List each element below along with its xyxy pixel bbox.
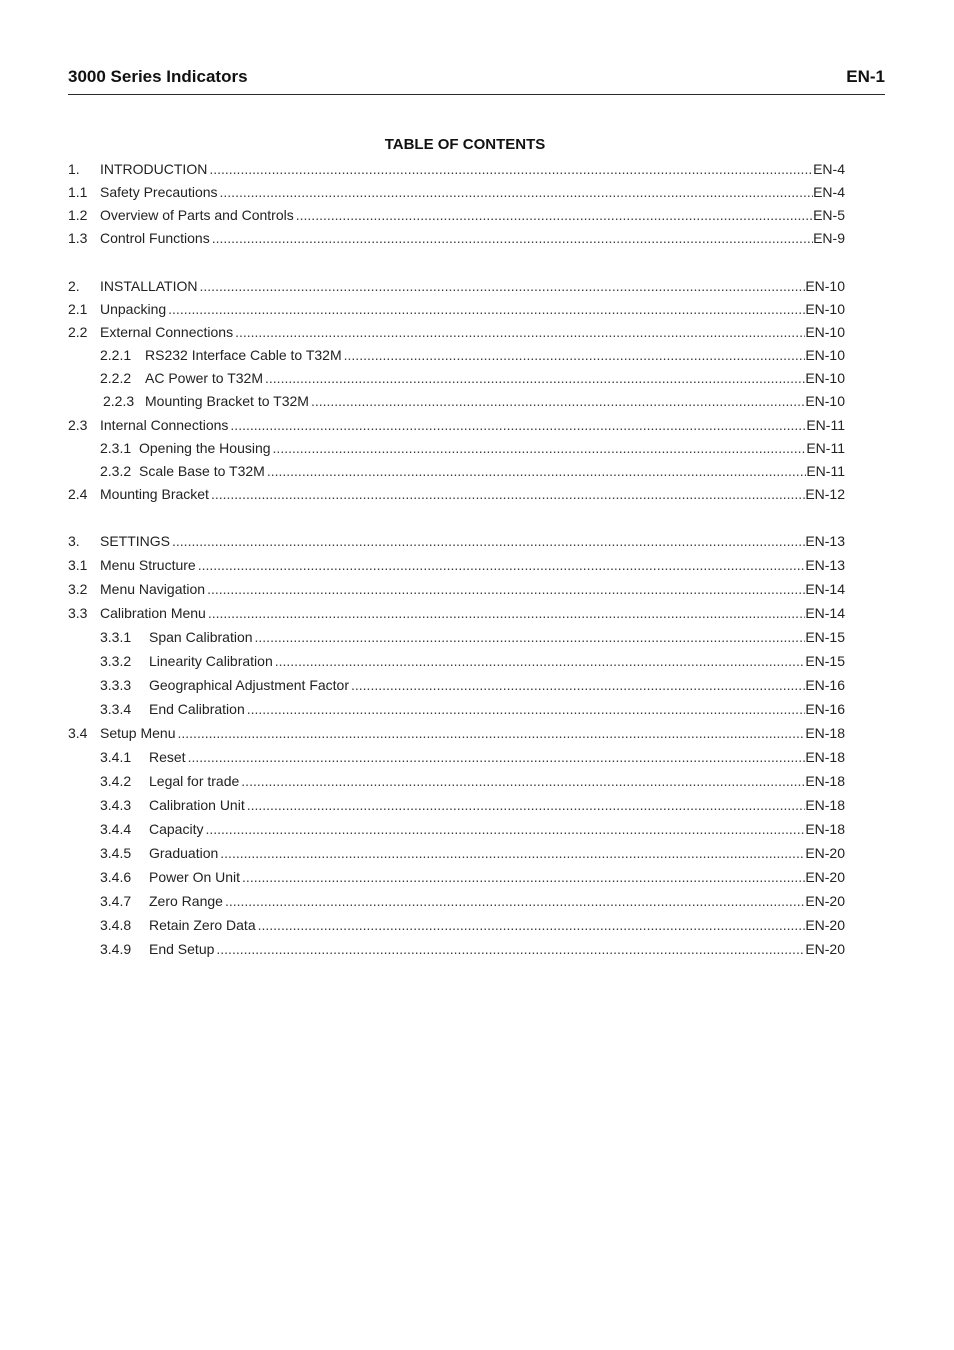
toc-entry-page: EN-15: [805, 653, 845, 669]
dot-leader: [296, 204, 813, 227]
toc-entry: [68, 298, 845, 321]
toc-entry-number: 3.2: [68, 581, 88, 597]
dot-leader: [258, 913, 806, 937]
toc-entry-number: 3.3.4: [100, 701, 132, 717]
dot-leader: [225, 889, 805, 913]
toc-entry-title: SETTINGS: [100, 533, 171, 549]
toc-entry-title: Opening the Housing: [139, 439, 271, 456]
toc-entry-title: Setup Menu: [100, 725, 176, 741]
toc-entry: [68, 529, 845, 553]
toc-entry-page: EN-16: [805, 677, 845, 693]
toc-entry-page: EN-10: [805, 277, 845, 294]
toc-entry-title: Reset: [149, 749, 186, 765]
toc-entry-number: 3.4: [68, 725, 88, 741]
header-rule: [68, 94, 885, 95]
toc-entry-title: Zero Range: [149, 893, 223, 909]
toc-entry-title: End Calibration: [149, 701, 245, 717]
toc-entry-page: EN-4: [813, 184, 845, 200]
toc-subentry: [68, 673, 845, 697]
dot-leader: [255, 625, 806, 649]
toc-entry-title: Safety Precautions: [100, 184, 218, 200]
toc-entry-number: 3.3.2: [100, 653, 132, 669]
toc-entry-page: EN-14: [805, 581, 845, 597]
toc-subentry: [68, 460, 845, 483]
toc-entry: [68, 483, 845, 506]
toc-entry: [68, 275, 845, 298]
toc-entry-title: Overview of Parts and Controls: [100, 207, 294, 223]
dot-leader: [178, 721, 806, 745]
toc-entry-page: EN-18: [805, 821, 845, 837]
toc-subentry: [68, 817, 845, 841]
toc-entry-number: 1.1: [68, 184, 88, 200]
toc-subentry: [68, 390, 845, 413]
dot-leader: [275, 649, 806, 673]
toc-subentry: [68, 625, 845, 649]
dot-leader: [247, 697, 806, 721]
toc-entry-number: 3.3.1: [100, 629, 132, 645]
toc-subentry: [68, 793, 845, 817]
toc-entry-number: 3.4.5: [100, 845, 132, 861]
dot-leader: [207, 577, 805, 601]
toc-entry-page: EN-10: [805, 323, 845, 340]
running-header: [68, 66, 885, 88]
toc-entry-title: RS232 Interface Cable to T32M: [145, 347, 342, 364]
toc-entry-number: 3.: [68, 533, 80, 549]
toc-entry-number: 3.4.6: [100, 869, 132, 885]
toc-subentry: [68, 913, 845, 937]
toc-entry-title: External Connections: [100, 323, 234, 340]
dot-leader: [200, 275, 806, 298]
toc-entry-page: EN-10: [805, 370, 845, 387]
dot-leader: [242, 865, 805, 889]
toc-entry-title: End Setup: [149, 941, 215, 957]
toc-entry-number: 3.1: [68, 557, 88, 573]
dot-leader: [172, 529, 805, 553]
toc-entry-page: EN-18: [805, 773, 845, 789]
toc-entry-number: 2.4: [68, 486, 88, 503]
dot-leader: [235, 321, 805, 344]
toc-entry-number: 3.4.1: [100, 749, 132, 765]
toc-entry-number: 2.3.2: [100, 463, 132, 479]
dot-leader: [188, 745, 806, 769]
toc-entry-page: EN-16: [805, 701, 845, 717]
toc-entry-page: EN-10: [805, 347, 845, 364]
toc-entry-number: 3.4.4: [100, 821, 132, 837]
dot-leader: [208, 601, 805, 625]
toc-section-1: [68, 158, 845, 250]
dot-leader: [273, 437, 807, 460]
toc-entry-page: EN-14: [805, 605, 845, 621]
dot-leader: [311, 390, 805, 413]
toc-entry-number: 3.4.8: [100, 917, 132, 933]
toc-heading: TABLE OF CONTENTS: [384, 136, 546, 153]
toc-entry-page: EN-18: [805, 797, 845, 813]
toc-entry-title: INSTALLATION: [100, 277, 198, 294]
dot-leader: [168, 298, 805, 321]
toc-entry-title: Calibration Unit: [149, 797, 245, 813]
toc-entry-page: EN-20: [805, 893, 845, 909]
toc-subentry: [68, 745, 845, 769]
toc-section-3: [68, 529, 845, 961]
dot-leader: [267, 460, 807, 483]
toc-entry-page: EN-9: [813, 230, 845, 246]
toc-subentry: [68, 889, 845, 913]
page-number: EN-1: [846, 67, 885, 86]
toc-subentry: [68, 344, 845, 367]
toc-entry-title: Power On Unit: [149, 869, 241, 885]
toc-entry-page: EN-18: [805, 725, 845, 741]
toc-entry-title: Graduation: [149, 845, 219, 861]
dot-leader: [198, 553, 806, 577]
toc-entry-number: 3.4.2: [100, 773, 132, 789]
toc-entry-number: 1.3: [68, 230, 88, 246]
dot-leader: [241, 769, 805, 793]
toc-entry-number: 2.3: [68, 416, 88, 433]
toc-entry-number: 2.: [68, 277, 80, 294]
toc-entry: [68, 321, 845, 344]
toc-entry: [68, 158, 845, 181]
toc-subentry: [68, 367, 845, 390]
toc-entry-number: 3.3: [68, 605, 88, 621]
toc-entry-title: Scale Base to T32M: [139, 463, 265, 479]
toc-entry-title: Geographical Adjustment Factor: [149, 677, 349, 693]
toc-subentry: [68, 937, 845, 961]
dot-leader: [265, 367, 805, 390]
toc-entry-page: EN-13: [805, 533, 845, 549]
toc-entry-title: Menu Structure: [100, 557, 196, 573]
toc-subentry: [68, 437, 845, 460]
toc-entry-title: Control Functions: [100, 230, 210, 246]
toc-entry-title: Internal Connections: [100, 416, 229, 433]
toc-section-2: [68, 275, 845, 507]
toc-entry-page: EN-15: [805, 629, 845, 645]
toc-subentry: [68, 865, 845, 889]
toc-subentry: [68, 649, 845, 673]
toc-entry-title: Linearity Calibration: [149, 653, 273, 669]
toc-entry-title: INTRODUCTION: [100, 161, 208, 177]
dot-leader: [220, 181, 814, 204]
toc-entry-page: EN-5: [813, 207, 845, 223]
toc-entry-number: 2.2: [68, 323, 88, 340]
toc-entry-title: Calibration Menu: [100, 605, 206, 621]
toc-entry-title: Menu Navigation: [100, 581, 206, 597]
toc-entry-page: EN-11: [806, 416, 845, 433]
toc-entry-page: EN-20: [805, 845, 845, 861]
toc-entry-page: EN-13: [805, 557, 845, 573]
toc-entry-page: EN-11: [806, 439, 845, 456]
toc-entry-number: 3.4.3: [100, 797, 132, 813]
toc-entry-number: 2.2.3: [103, 393, 135, 410]
toc-entry-number: 2.1: [68, 300, 88, 317]
toc-entry: [68, 181, 845, 204]
toc-entry: [68, 601, 845, 625]
dot-leader: [211, 483, 805, 506]
toc-entry-number: 2.3.1: [100, 439, 132, 456]
toc-entry-number: 2.2.2: [100, 370, 132, 387]
toc-entry-title: Legal for trade: [149, 773, 240, 789]
toc-entry: [68, 553, 845, 577]
toc-entry-page: EN-10: [805, 300, 845, 317]
toc-entry-title: Mounting Bracket: [100, 486, 209, 503]
toc-entry: [68, 414, 845, 437]
toc-entry-page: EN-12: [805, 486, 845, 503]
toc-entry-number: 3.3.3: [100, 677, 132, 693]
toc-entry-number: 1.: [68, 161, 80, 177]
toc-entry-number: 1.2: [68, 207, 88, 223]
dot-leader: [230, 414, 806, 437]
toc-entry-page: EN-20: [805, 941, 845, 957]
dot-leader: [212, 227, 813, 250]
document-title: 3000 Series Indicators: [68, 67, 248, 86]
toc-entry: [68, 721, 845, 745]
toc-entry-page: EN-10: [805, 393, 845, 410]
toc-entry-page: EN-11: [806, 463, 845, 479]
toc-entry: [68, 227, 845, 250]
toc-entry-page: EN-18: [805, 749, 845, 765]
toc-entry-page: EN-20: [805, 869, 845, 885]
toc-entry-number: 3.4.9: [100, 941, 132, 957]
dot-leader: [205, 817, 805, 841]
dot-leader: [220, 841, 805, 865]
dot-leader: [209, 158, 813, 181]
toc-entry: [68, 577, 845, 601]
dot-leader: [351, 673, 805, 697]
toc-subentry: [68, 841, 845, 865]
toc-entry-title: Capacity: [149, 821, 204, 837]
toc-entry: [68, 204, 845, 227]
toc-entry-title: Span Calibration: [149, 629, 253, 645]
dot-leader: [247, 793, 806, 817]
toc-entry-number: 3.4.7: [100, 893, 132, 909]
toc-entry-page: EN-20: [805, 917, 845, 933]
toc-entry-number: 2.2.1: [100, 347, 132, 364]
toc-entry-page: EN-4: [813, 161, 845, 177]
toc-entry-title: AC Power to T32M: [145, 370, 264, 387]
dot-leader: [344, 344, 806, 367]
toc-entry-title: Mounting Bracket to T32M: [145, 393, 309, 410]
toc-entry-title: Retain Zero Data: [149, 917, 256, 933]
toc-subentry: [68, 697, 845, 721]
toc-subentry: [68, 769, 845, 793]
dot-leader: [216, 937, 805, 961]
toc-entry-title: Unpacking: [100, 300, 167, 317]
